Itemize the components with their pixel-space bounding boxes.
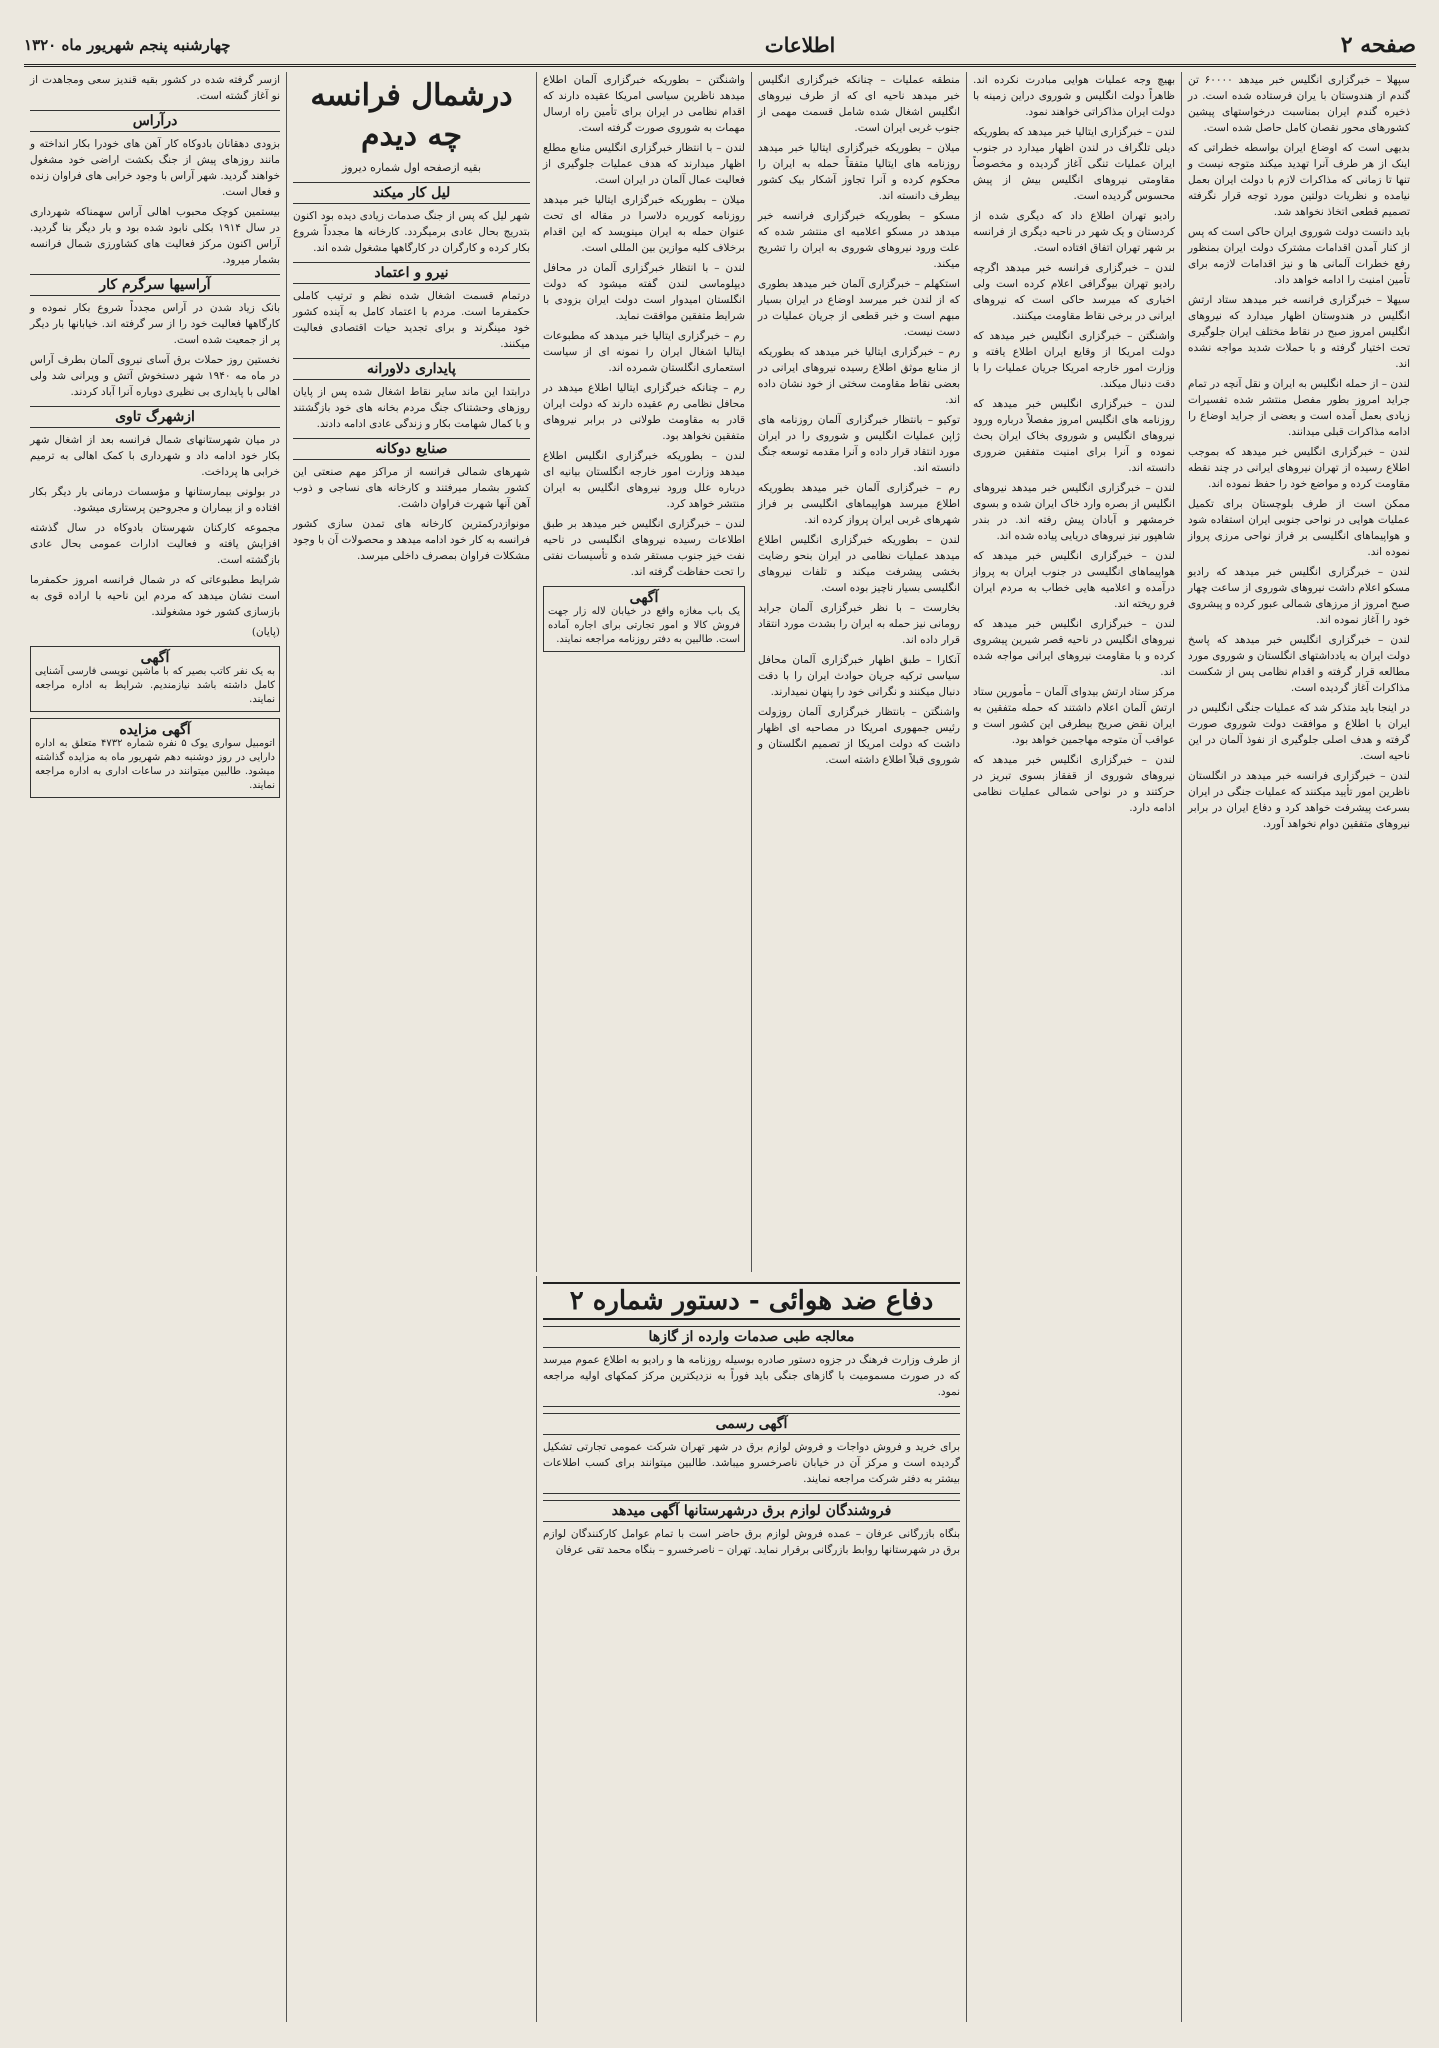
air-defense-headline: دفاع ضد هوائی - دستور شماره ۲	[543, 1282, 960, 1320]
column-6-ad	[30, 646, 280, 712]
article-paragraph: لندن – خبرگزاری ایتالیا خبر میدهد که بطوریکه دیلی تلگراف در لندن اظهار میدارد در جنوب ایران عملیات تنگی آغاز گردیده و مخصوصاً مقاومتی نیروهای انگلیس بیش از پیش محسوس گردیده است.	[973, 126, 1175, 202]
auction-title: آگهی مزایده	[119, 722, 191, 738]
article-paragraph: شرایط مطبوعاتی که در شمال فرانسه امروز حکمفرما است نشان میدهد که مردم این ناحیه با اراده قوی به بازسازی کشور خود مشغولند.	[30, 574, 280, 618]
article-paragraph: لندن – خبرگزاری فرانسه خبر میدهد در انگلستان ناظرین امور تأیید میکنند که عملیات جنگی در ایران بسرعت پیشرفت خواهد کرد و دفاع ایران در برابر نیروهای متفقین دوام نخواهد آورد.	[1188, 770, 1410, 830]
section-heading: ازشهرگ تاوی	[30, 406, 280, 428]
divider	[543, 1406, 960, 1407]
column-1	[1181, 72, 1416, 2022]
top-note: ازسر گرفته شده در کشور بقیه قندیز سعی ومجاهدت از نو آغاز گشته است.	[30, 74, 280, 102]
article-paragraph: مسکو – بطوریکه خبرگزاری فرانسه خبر میدهد در مسکو اعلامیه ای منتشر شده که علت ورود نیروهای شوروی به ایران را تشریح میکند.	[758, 210, 960, 270]
article-paragraph: رادیو تهران اطلاع داد که دیگری شده از کردستان و یک شهر در ناحیه دیگری از فرانسه بر شهر تهران اتفاق افتاده است.	[973, 210, 1175, 254]
article-paragraph: در میان شهرستانهای شمال فرانسه بعد از اشغال شهر بکار خود ادامه داد و شهرداری با کمک اهالی به ترمیم خرابی ها پرداخت.	[30, 434, 280, 478]
article-paragraph: سیهلا – خبرگزاری فرانسه خبر میدهد ستاد ارتش انگلیس در هندوستان اظهار میدارد که نیروهای انگلیس امروز صبح در نقاط مختلف ایران جلوگیری تحت اختیار گرفته و با حملات شدید مواجه نشده اند.	[1188, 294, 1410, 370]
official-notice-title: آگهی رسمی	[543, 1413, 960, 1435]
masthead	[24, 26, 1416, 67]
article-paragraph: واشنگتن – بانتظار خبرگزاری آلمان روزولت رئیس جمهوری امریکا در مصاحبه ای اظهار داشت که دولت امریکا از تصمیم انگلستان و شوروی قبلاً اطلاع داشته است.	[758, 706, 960, 766]
ad-text: به یک نفر کاتب بصیر که با ماشین نویسی فارسی آشنایی کامل داشته باشد نیازمندیم. شرایط به اداره مراجعه نمایند.	[35, 666, 275, 705]
section-heading: پایداری دلاورانه	[293, 358, 530, 380]
electric-sale-title: فروشندگان لوازم برق درشهرستانها آگهی میدهد	[543, 1500, 960, 1522]
air-defense-block	[536, 1276, 966, 2022]
article-paragraph: لندن – خبرگزاری انگلیس خبر میدهد که بموجب اطلاع رسیده از تهران نیروهای ایرانی در چند نقطه مقاومت کرده و مواضع خود را حفظ نموده اند.	[1188, 446, 1410, 490]
article-paragraph: لندن – بطوریکه خبرگزاری انگلیس اطلاع میدهد وزارت امور خارجه انگلستان بیانیه ای درباره علل ورود نیروهای انگلیس به ایران منتشر خواهد کرد.	[543, 450, 745, 510]
section-heading: درآراس	[30, 110, 280, 132]
section-heading: صنایع دوکانه	[293, 438, 530, 460]
article-paragraph: مجموعه کارکنان شهرستان بادوکاه در سال گذشته افزایش یافته و فعالیت ادارات عمومی بحال عادی بازگشته است.	[30, 522, 280, 566]
article-paragraph: لندن – خبرگزاری انگلیس خبر میدهد که رادیو مسکو اعلام داشت نیروهای شوروی از ساعت چهار صبح امروز از مرزهای شمالی عبور کرده و پیشروی خود را آغاز نموده اند.	[1188, 566, 1410, 626]
article-paragraph: لندن – خبرگزاری انگلیس خبر میدهد که نیروهای شوروی از قفقاز بسوی تبریز در حرکتند و در نواحی شمالی عملیات نظامی ادامه دارد.	[973, 754, 1175, 814]
article-paragraph: بانک زیاد شدن در آراس مجدداً شروع بکار نموده و کارگاهها فعالیت خود را از سر گرفته اند. خیابانها بار دیگر پر از جمعیت شده است.	[30, 302, 280, 346]
article-paragraph: لندن – با انتظار خبرگزاری آلمان در محافل دیپلوماسی لندن گفته میشود که دولت انگلستان امیدوار است دولت ایران بزودی با شرایط متفقین موافقت نماید.	[543, 262, 745, 322]
article-paragraph: میلان – بطوریکه خبرگزاری ایتالیا خبر میدهد روزنامه های ایتالیا متفقاً حمله به ایران را محکوم کرده و آنرا تجاوز آشکار بیک کشور بیطرف دانسته اند.	[758, 142, 960, 202]
column-4	[536, 72, 751, 1272]
article-paragraph: بهیچ وجه عملیات هوایی مبادرت نکرده اند. ظاهراً دولت انگلیس و شوروی دراین زمینه با دولت ایران مذاکراتی خواهند نمود.	[973, 74, 1175, 118]
column-5	[286, 72, 536, 2022]
article-paragraph: درتمام قسمت اشغال شده نظم و ترتیب کاملی حکمفرما است. مردم با اعتماد کامل به آینده کشور خود مینگرند و برای تجدید حیات اقتصادی فعالیت میکنند.	[293, 290, 530, 350]
article-paragraph: منطقه عملیات – چنانکه خبرگزاری انگلیس خبر میدهد ناحیه ای که از طرف نیروهای انگلیس اشغال شده شامل قسمت مهمی از جنوب غربی ایران است.	[758, 74, 960, 134]
article-paragraph: واشنگتن – خبرگزاری انگلیس خبر میدهد که دولت امریکا از وقایع ایران اطلاع یافته و وزارت امور خارجه امریکا جریان عملیات را با دقت دنبال میکند.	[973, 330, 1175, 390]
article-paragraph: لندن – خبرگزاری انگلیس خبر میدهد بر طبق اطلاعات رسیده نیروهای انگلیسی در ناحیه نفت خیز جنوب مستقر شده و تأسیسات نفتی را تحت حفاظت گرفته اند.	[543, 518, 745, 578]
article-paragraph: رم – خبرگزاری ایتالیا خبر میدهد که بطوریکه از منابع موثق اطلاع رسیده نیروهای ایرانی در بعضی نقاط مقاومت سختی از خود نشان داده اند.	[758, 346, 960, 406]
auction-text: اتومبیل سواری یوک ۵ نفره شماره ۴۷۳۲ متعلق به اداره دارایی در روز دوشنبه دهم شهریور ماه به مزایده گذاشته میشود. طالبین میتوانند در ساعات اداری به اداره مراجعه نمایند.	[35, 738, 276, 791]
page-number: صفحه ۲	[1340, 32, 1416, 58]
article-paragraph: شهرهای شمالی فرانسه از مراکز مهم صنعتی این کشور بشمار میرفتند و کارخانه های نساجی و ذوب آهن آنها شهرت فراوان داشت.	[293, 466, 530, 510]
article-paragraph: لندن – با انتظار خبرگزاری انگلیس منابع مطلع اظهار میدارند که هدف عملیات جلوگیری از فعالیت عمال آلمان در ایران است.	[543, 142, 745, 186]
column-3	[751, 72, 966, 1272]
divider	[543, 1493, 960, 1494]
feature-headline: درشمال فرانسه چه دیدم	[310, 78, 513, 153]
ad-text: یک باب مغازه واقع در خیابان لاله زار جهت فروش کالا و امور تجارتی برای اجاره آماده است. طالبین به دفتر روزنامه مراجعه نمایند.	[548, 606, 740, 645]
article-paragraph: بدیهی است که اوضاع ایران بواسطه خطراتی که اینک از هر طرف آنرا تهدید میکند متوجه نیست و تنها تا زمانی که مذاکرات لازم با دولت ایران بعمل نیامده و نظریات دولتین مورد توجه قرار نگرفته تصمیم قطعی اتخاذ نخواهد شد.	[1188, 142, 1410, 218]
air-defense-subhead: معالجه طبی صدمات وارده از گازها	[543, 1326, 960, 1348]
article-paragraph: سپهلا – خبرگزاری انگلیس خبر میدهد ۶۰۰۰۰ تن گندم از هندوستان با یران فرستاده شده است. در ذخیره گندم ایران بمناسبت درخواستهای پیشین کشورهای محور نقصان کامل حاصل شده است.	[1188, 74, 1410, 134]
column-6-articles	[30, 110, 280, 640]
article-paragraph: در بولونی بیمارستانها و مؤسسات درمانی بار دیگر بکار افتاده و از بیماران و مجروحین پرستاری میشود.	[30, 486, 280, 514]
article-paragraph: میلان – بطوریکه خبرگزاری ایتالیا خبر میدهد روزنامه کوریره دلاسرا در مقاله ای تحت عنوان حمله به ایران مینویسد که این اقدام برخلاف کلیه موازین بین المللی است.	[543, 194, 745, 254]
auction-ad	[30, 718, 280, 798]
section-heading: لیل کار میکند	[293, 182, 530, 204]
issue-date: چهارشنبه پنجم شهریور ماه ۱۳۲۰	[24, 36, 231, 54]
article-paragraph: باید دانست دولت شوروی ایران حاکی است که پس از کنار آمدن اقدامات مشترک دولت ایران بمنظور رفع خطرات آلمانی ها و نیز اقدامات لازمه برای تأمین امنیت را ادامه خواهد داد.	[1188, 226, 1410, 286]
column-5-articles	[293, 182, 530, 564]
newspaper-page	[24, 26, 1416, 2022]
article-paragraph: شهر لیل که پس از جنگ صدمات زیادی دیده بود اکنون بتدریج بحال عادی برمیگردد. کارخانه ها مجدداً شروع بکار کرده و کارگران در کارگاهها مشغول شده اند.	[293, 210, 530, 254]
section-heading: نیرو و اعتماد	[293, 262, 530, 284]
article-paragraph: (پایان)	[251, 626, 280, 638]
column-1-articles	[1188, 72, 1410, 832]
article-paragraph: بخارست – با نظر خبرگزاری آلمان جراید رومانی نیز حمله به ایران را بشدت مورد انتقاد قرار داده اند.	[758, 602, 960, 646]
article-paragraph: توکیو – بانتظار خبرگزاری آلمان روزنامه های ژاپن عملیات انگلیس و شوروی را در ایران مورد انتقاد قرار داده و آنرا مقدمه توسعه جنگ دانسته اند.	[758, 414, 960, 474]
column-2	[966, 72, 1181, 2022]
article-paragraph: لندن – خبرگزاری انگلیس خبر میدهد که پاسخ دولت ایران به یادداشتهای انگلستان و شوروی مورد مطالعه قرار گرفته و اقدام نظامی پس از شکست مذاکرات آغاز گردیده است.	[1188, 634, 1410, 694]
article-paragraph: استکهلم – خبرگزاری آلمان خبر میدهد بطوری که از لندن خبر میرسد اوضاع در ایران بسیار مبهم است و خبر قطعی از جریان عملیات در دست نیست.	[758, 278, 960, 338]
article-paragraph: نخستین روز حملات برق آسای نیروی آلمان بطرف آراس در ماه مه ۱۹۴۰ شهر دستخوش آتش و ویرانی شد ولی اهالی با پایداری بی نظیری دوباره آنرا آباد کردند.	[30, 354, 280, 398]
article-paragraph: بیستمین کوچک محبوب اهالی آراس سهمناکه شهرداری در سال ۱۹۱۴ بکلی نابود شده بود و بار دیگر بنا گردید. آراس اکنون مرکز فعالیت های کشاورزی شمال فرانسه بشمار میرود.	[30, 206, 280, 266]
column-4-ad	[543, 586, 745, 652]
article-paragraph: در اینجا باید متذکر شد که عملیات جنگی انگلیس در ایران با اطلاع و موافقت دولت شوروی صورت گرفته و هدف اصلی جلوگیری از نفوذ آلمان در این ناحیه است.	[1188, 702, 1410, 762]
article-paragraph: لندن – خبرگزاری فرانسه خبر میدهد اگرچه رادیو تهران بیوگرافی اعلام کرده است ولی اخباری که میرسد حاکی است که نیروهای ایرانی در برخی نقاط مقاومت میکنند.	[973, 262, 1175, 322]
section-heading: آراسیها سرگرم کار	[30, 274, 280, 296]
electric-sale-text: بنگاه بازرگانی عرفان – عمده فروش لوازم برق حاضر است با تمام عوامل کارکنندگان لوازم برق در شهرستانها روابط بازرگانی برقرار نماید. تهران – ناصرخسرو – بنگاه محمد تقی عرفان	[543, 1528, 960, 1556]
column-6	[24, 72, 286, 2022]
article-paragraph: رم – خبرگزاری ایتالیا خبر میدهد که مطبوعات ایتالیا اشغال ایران را نمونه ای از سیاست استعماری انگلستان شمرده اند.	[543, 330, 745, 374]
article-paragraph: درابتدا این ماند سایر نقاط اشغال شده پس از پایان روزهای وحشتناک جنگ مردم بخانه های خود بازگشتند و با کمال شهامت بکار و زندگی عادی ادامه دادند.	[293, 386, 530, 430]
article-paragraph: لندن – خبرگزاری انگلیس خبر میدهد که نیروهای انگلیس در ناحیه قصر شیرین پیشروی کرده و با مقاومت نیروهای ایرانی مواجه شده اند.	[973, 618, 1175, 678]
ad-title: آگهی	[140, 650, 170, 666]
column-2-articles	[973, 72, 1175, 816]
article-paragraph: لندن – بطوریکه خبرگزاری انگلیس اطلاع میدهد عملیات نظامی در ایران بنحو رضایت بخشی پیشرفت میکند و تلفات نیروهای انگلیسی بسیار ناچیز بوده است.	[758, 534, 960, 594]
article-paragraph: مرکز ستاد ارتش بیدوای آلمان – مأمورین ستاد ارتش آلمان اعلام داشتند که حمله متفقین به ایران نقض صریح بیطرفی این کشور است و عواقب آن متوجه مهاجمین خواهد بود.	[973, 686, 1175, 746]
official-notice-text: برای خرید و فروش دواجات و فروش لوازم برق در شهر تهران شرکت عمومی تجارتی تشکیل گردیده است و مرکز آن در خیابان ناصرخسرو میباشد. طالبین میتوانند برای کسب اطلاعات بیشتر به دفتر شرکت مراجعه نمایند.	[543, 1441, 960, 1485]
article-paragraph: مونوازدرکمترین کارخانه های تمدن سازی کشور فرانسه به کار خود ادامه میدهد و محصولات آن با وجود مشکلات فراوان بمصرف داخلی میرسد.	[293, 518, 530, 562]
article-paragraph: لندن – خبرگزاری انگلیس خبر میدهد که روزنامه های انگلیس امروز مفصلاً درباره ورود نیروهای انگلیس و شوروی بخاک ایران بحث نموده و آنرا برای امنیت متفقین ضروری دانسته اند.	[973, 398, 1175, 474]
paper-name: اطلاعات	[764, 33, 836, 57]
column-3-articles	[758, 72, 960, 768]
air-defense-intro: از طرف وزارت فرهنگ در جزوه دستور صادره بوسیله روزنامه ها و رادیو به اطلاع عموم میرسد که در صورت مسمومیت با گازهای جنگی باید فوراً به نزدیکترین مرکز کمکهای اولیه مراجعه نمود.	[543, 1354, 960, 1398]
feature-subtitle: بقیه ازصفحه اول شماره دیروز	[341, 161, 482, 174]
article-paragraph: رم – خبرگزاری آلمان خبر میدهد بطوریکه اطلاع میرسد هواپیماهای انگلیسی بر فراز شهرهای غربی ایران پرواز کرده اند.	[758, 482, 960, 526]
article-paragraph: بزودی دهقانان بادوکاه کار آهن های خودرا بکار انداخته و مانند روزهای پیش از جنگ بکشت اراضی خود مشغول خواهند گردید. شهر آراس با وجود خرابی های فراوان زنده و فعال است.	[30, 138, 280, 198]
article-paragraph: واشنگتن – بطوریکه خبرگزاری آلمان اطلاع میدهد ناظرین سیاسی امریکا عقیده دارند که اقدام نظامی در ایران برای تأمین راه ارسال مهمات به شوروی صورت گرفته است.	[543, 74, 745, 134]
article-paragraph: رم – چنانکه خبرگزاری ایتالیا اطلاع میدهد در محافل نظامی رم عقیده دارند که دولت ایران قادر به مقاومت طولانی در برابر نیروهای متفقین نخواهد بود.	[543, 382, 745, 442]
ad-title: آگهی	[629, 590, 659, 606]
column-4-articles	[543, 72, 745, 580]
article-paragraph: لندن – خبرگزاری انگلیس خبر میدهد نیروهای انگلیس از بصره وارد خاک ایران شده و بسوی خرمشهر و آبادان پیش رفته اند. در بندر شاهپور نیز نیروهای دریایی پیاده شده اند.	[973, 482, 1175, 542]
article-paragraph: ممکن است از طرف بلوچستان برای تکمیل عملیات هوایی در نواحی جنوبی ایران استفاده شود و هواپیماهای انگلیسی بر فراز نواحی مرزی پرواز نموده اند.	[1188, 498, 1410, 558]
article-paragraph: لندن – خبرگزاری انگلیس خبر میدهد که هواپیماهای انگلیسی در جنوب ایران به پرواز درآمده و اعلامیه هایی خطاب به مردم ایران فرو ریخته اند.	[973, 550, 1175, 610]
article-paragraph: آنکارا – طبق اظهار خبرگزاری آلمان محافل سیاسی ترکیه جریان حوادث ایران را با دقت دنبال میکنند و نگرانی خود را پنهان نمیدارند.	[758, 654, 960, 698]
article-paragraph: لندن – از حمله انگلیس به ایران و نقل آنچه در تمام جراید امروز بطور مفصل منتشر شده تفسیرات زیادی بعمل آمده است و بعضی از جراید اوضاع را ادامه مذاکرات قبلی میدانند.	[1188, 378, 1410, 438]
